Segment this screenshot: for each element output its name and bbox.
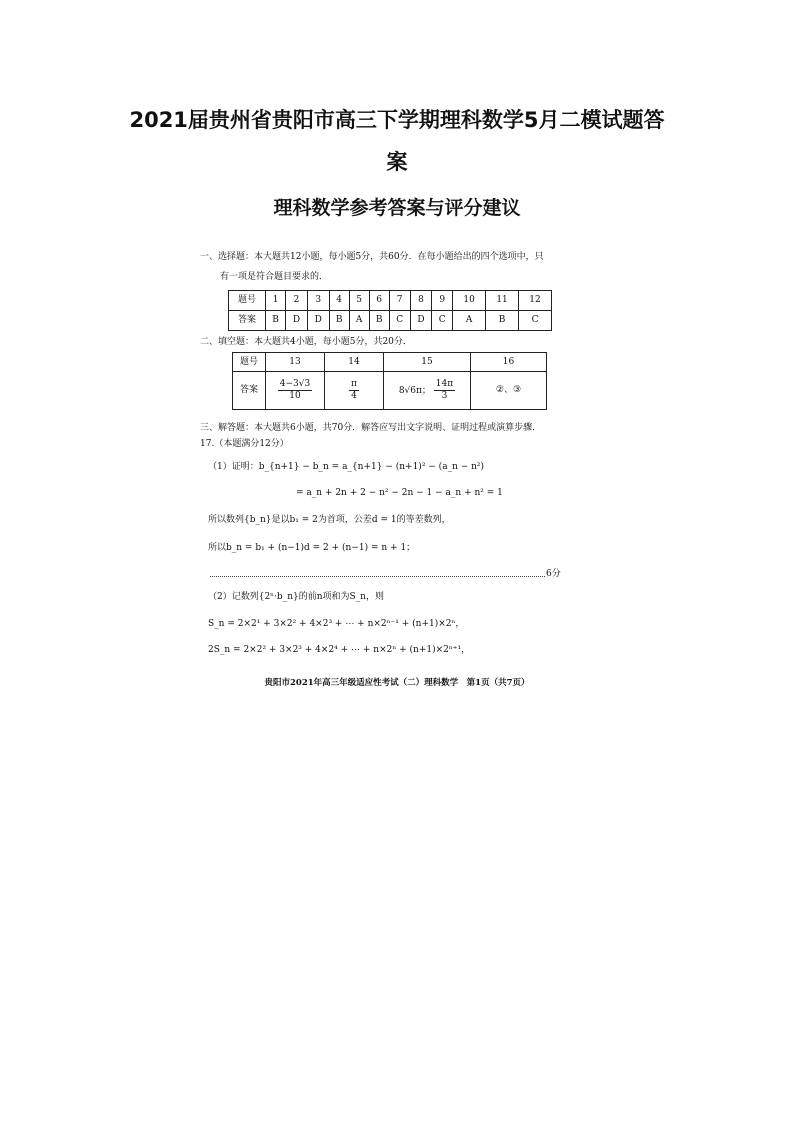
fill-number-row [233, 353, 547, 372]
document-subtitle: 理科数学参考答案与评分建议 [273, 197, 521, 219]
choice-answer-row [229, 311, 552, 331]
fraction-14-denominator: 4 [351, 391, 357, 401]
choice-number: 3 [307, 291, 329, 311]
fill-number: 14 [325, 353, 384, 372]
choice-answer: B [266, 311, 286, 331]
choice-answer: D [410, 311, 432, 331]
choice-number-row [229, 291, 552, 311]
fraction-13 [278, 379, 312, 402]
fraction-13-numerator: 4−3√3 [279, 379, 311, 390]
section3-intro: 三、解答题：本大题共6小题，共70分．解答应写出文字说明、证明过程或演算步骤． [200, 423, 542, 433]
fill-header-label: 题号 [233, 353, 266, 372]
fill-answer-16: ②、③ [471, 372, 547, 410]
proof-line-4: 所以b_n = b₁ + (n−1)d = 2 + (n−1) = n + 1； [208, 543, 416, 553]
choice-answer: D [286, 311, 308, 331]
section1-intro: 一、选择题：本大题共12小题，每小题5分，共60分．在每小题给出的四个选项中，只 [200, 252, 544, 262]
proof-line-2: = a_n + 2n + 2 − n² − 2n − 1 − a_n + n² = 1 [296, 488, 503, 498]
fill-answer-label: 答案 [233, 372, 266, 410]
choice-answer: B [486, 311, 519, 331]
choice-number: 1 [266, 291, 286, 311]
document-title: 2021届贵州省贵阳市高三下学期理科数学5月二模试题答 [129, 108, 665, 132]
choice-number: 11 [486, 291, 519, 311]
choice-number: 10 [453, 291, 486, 311]
choice-answer: A [349, 311, 369, 331]
fraction-14 [349, 379, 359, 402]
section2-intro: 二、填空题：本大题共4小题，每小题5分，共20分． [200, 337, 412, 347]
fill-answer-row [233, 372, 547, 410]
fill-number: 16 [471, 353, 547, 372]
fraction-15-denominator: 3 [441, 391, 448, 401]
choice-number: 6 [369, 291, 389, 311]
part2-line-3: 2S_n = 2×2² + 3×2³ + 4×2⁴ + ⋯ + n×2ⁿ + (n+1)×2ⁿ⁺¹， [208, 645, 471, 655]
part2-line-2: S_n = 2×2¹ + 3×2² + 4×2³ + ⋯ + n×2ⁿ⁻¹ + (n+1)×2ⁿ， [208, 619, 465, 629]
choice-number: 4 [329, 291, 349, 311]
choice-answer: A [453, 311, 486, 331]
fraction-14-numerator: π [351, 379, 357, 390]
fill-number: 15 [384, 353, 471, 372]
part2-line-1: （2）记数列{2ⁿ·b_n}的前n项和为S_n，则 [208, 592, 384, 602]
score-mark: 6分 [546, 569, 561, 579]
choice-number: 7 [389, 291, 410, 311]
answer-15-first: 8√6π； [398, 386, 431, 396]
choice-answer-label: 答案 [229, 311, 266, 331]
score-leader-dots [210, 570, 545, 577]
choice-number: 8 [410, 291, 432, 311]
choice-answer: D [307, 311, 329, 331]
choice-number: 5 [349, 291, 369, 311]
choice-answer: C [389, 311, 410, 331]
fraction-15 [434, 379, 455, 402]
proof-line-3: 所以数列{b_n}是以b₁ = 2为首项，公差d = 1的等差数列， [208, 515, 451, 525]
fraction-15-numerator: 14π [435, 379, 454, 390]
scanned-answer-page [200, 240, 580, 690]
section1-intro-cont: 有一项是符合题目要求的． [220, 272, 329, 282]
proof-line-1: （1）证明：b_{n+1} − b_n = a_{n+1} − (n+1)² − (a_n − n²) [208, 462, 485, 472]
choice-number: 9 [432, 291, 453, 311]
document-title-continued: 案 [386, 150, 408, 174]
choice-answer: C [519, 311, 552, 331]
fill-answer-14 [325, 372, 384, 410]
question-17-heading: 17.（本题满分12分） [200, 439, 289, 449]
choice-answer: B [329, 311, 349, 331]
fill-number: 13 [266, 353, 325, 372]
choice-answer-table [228, 290, 552, 331]
choice-answer: C [432, 311, 453, 331]
fill-answer-13 [266, 372, 325, 410]
fill-answer-15 [384, 372, 471, 410]
choice-number: 2 [286, 291, 308, 311]
choice-answer: B [369, 311, 389, 331]
choice-header-label: 题号 [229, 291, 266, 311]
choice-number: 12 [519, 291, 552, 311]
fraction-13-denominator: 10 [289, 391, 301, 401]
page-footer: 贵阳市2021年高三年级适应性考试（二）理科数学 第1页（共7页） [264, 678, 530, 688]
fill-answer-table [232, 352, 547, 410]
